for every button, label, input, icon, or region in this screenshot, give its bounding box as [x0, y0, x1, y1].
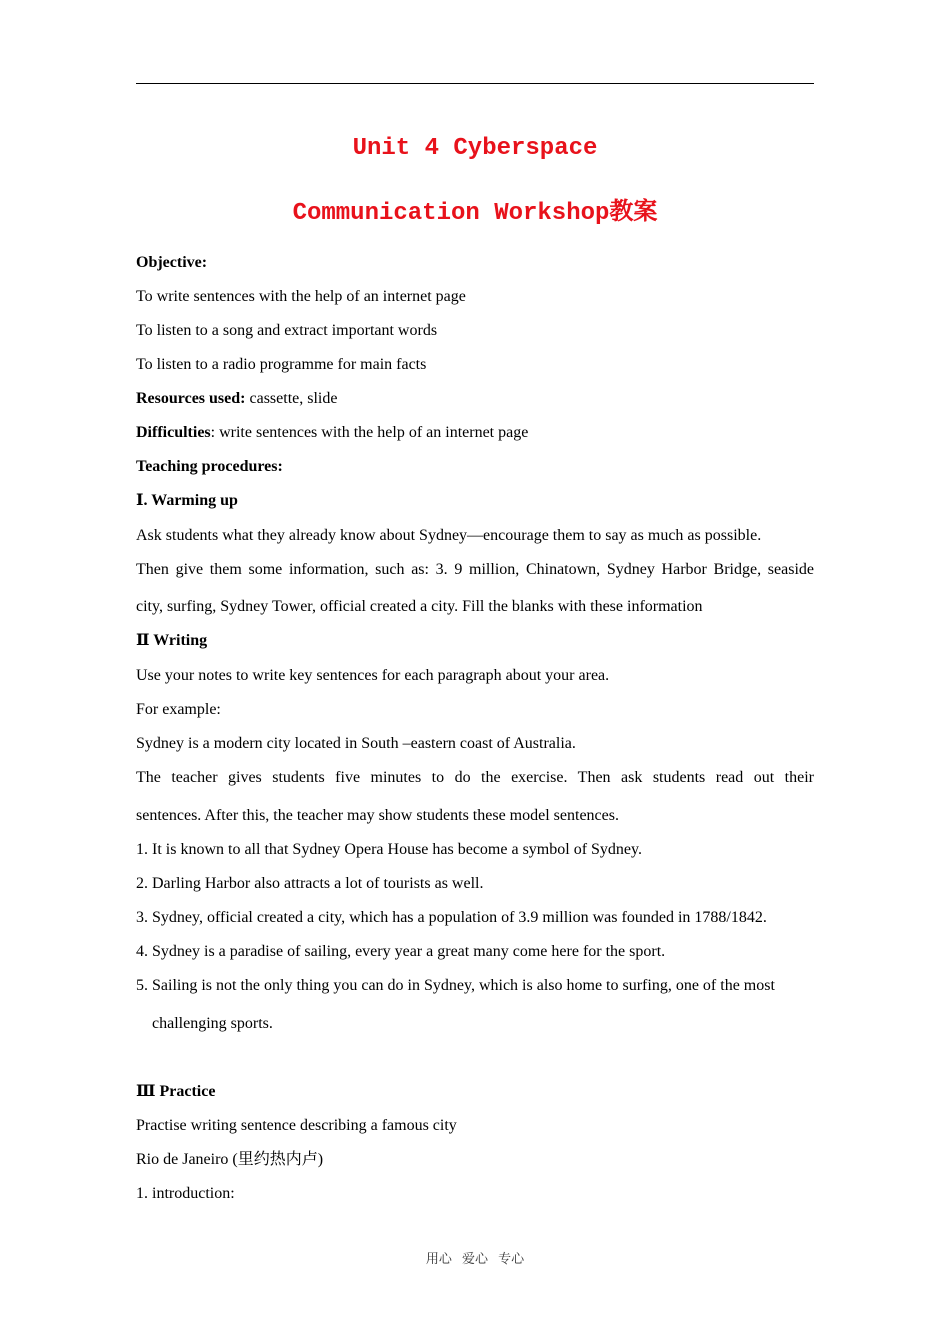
resources-value: cassette, slide — [245, 390, 338, 407]
objective-item: To write sentences with the help of an internet page — [136, 288, 466, 305]
header-rule — [136, 83, 814, 84]
example-sentence: 3. Sydney, official created a city, which has a population of 3.9 million was founded in 1788/1842. — [136, 909, 767, 926]
paragraph-line: The teacher gives students five minutes to do the exercise. Then ask students read out their — [136, 769, 814, 786]
paragraph-line: 1. introduction: — [136, 1185, 235, 1202]
paragraph-line: Sydney is a modern city located in South –eastern coast of Australia. — [136, 735, 576, 752]
title-subtitle-cn: 教案 — [609, 197, 658, 225]
paragraph-line: Use your notes to write key sentences for each paragraph about your area. — [136, 667, 610, 684]
procedures-label: Teaching procedures: — [136, 458, 283, 475]
title-unit: Unit 4 Cyberspace — [352, 135, 598, 162]
difficulties-value: : write sentences with the help of an internet page — [210, 424, 529, 441]
title-subtitle — [136, 196, 814, 229]
page-footer: 用心 爱心 专心 — [425, 1252, 525, 1267]
objective-item: To listen to a song and extract important words — [136, 322, 438, 339]
paragraph-line: Then give them some information, such as: 3. 9 million, Chinatown, Sydney Harbor Bridge, seaside — [136, 561, 814, 578]
paragraph-line: For example: — [136, 701, 221, 718]
title-subtitle-en: Communication Workshop — [292, 200, 610, 227]
section-heading-practice: Ⅲ Practice — [136, 1083, 216, 1100]
paragraph-line: Rio de Janeiro (里约热内卢) — [136, 1151, 324, 1168]
paragraph-line: Practise writing sentence describing a famous city — [136, 1117, 457, 1134]
difficulties-label: Difficulties — [136, 424, 211, 441]
objective-item: To listen to a radio programme for main facts — [136, 356, 427, 373]
example-sentence-continuation: challenging sports. — [152, 1015, 273, 1032]
paragraph-line: city, surfing, Sydney Tower, official created a city. Fill the blanks with these information — [136, 598, 703, 615]
difficulties-line — [136, 423, 816, 443]
resources-label: Resources used: — [136, 390, 246, 407]
paragraph-line: sentences. After this, the teacher may show students these model sentences. — [136, 807, 619, 824]
example-sentence: 5. Sailing is not the only thing you can do in Sydney, which is also home to surfing, one of the most — [136, 977, 775, 994]
example-sentence: 1. It is known to all that Sydney Opera House has become a symbol of Sydney. — [136, 841, 642, 858]
section-heading-writing: Ⅱ Writing — [136, 632, 208, 649]
example-sentence: 4. Sydney is a paradise of sailing, every year a great many come here for the sport. — [136, 943, 666, 960]
example-sentence: 2. Darling Harbor also attracts a lot of tourists as well. — [136, 875, 484, 892]
objective-label: Objective: — [136, 254, 208, 271]
section-heading-warming-up: Ⅰ. Warming up — [136, 492, 238, 509]
resources-line — [136, 389, 816, 409]
paragraph-line: Ask students what they already know about Sydney—encourage them to say as much as possible. — [136, 527, 762, 544]
